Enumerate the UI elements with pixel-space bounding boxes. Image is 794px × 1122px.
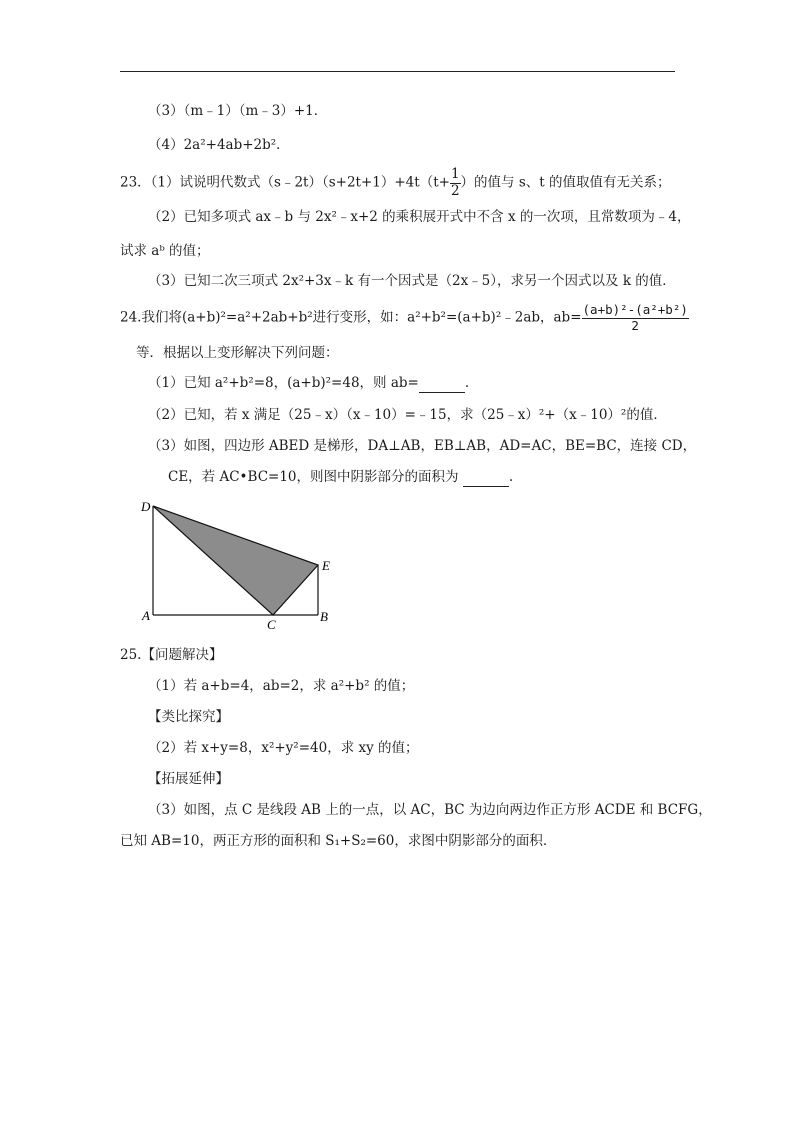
q24-part3-answer-blank[interactable] bbox=[463, 468, 509, 487]
q24-part3-text: CE，若 AC•BC=10，则图中阴影部分的面积为 bbox=[168, 469, 459, 485]
trapezoid-figure bbox=[136, 496, 336, 631]
label-d: D bbox=[141, 499, 151, 514]
q23-part2-line1: （2）已知多项式 ax﹣b 与 2x²﹣x+2 的乘积展开式中不含 x 的一次项，且常数项为﹣4， bbox=[148, 209, 691, 225]
q23-part1-text-after: ）的值与 s、t 的值取值有无关系； bbox=[460, 174, 671, 191]
q25-title: 25.【问题解决】 bbox=[120, 647, 223, 663]
label-a: A bbox=[142, 608, 150, 623]
q24-part3-line1: （3）如图，四边形 ABED 是梯形，DA⊥AB，EB⊥AB，AD=AC，BE=BC，连接 CD， bbox=[148, 438, 697, 454]
label-b: B bbox=[320, 609, 328, 624]
q23-fraction-denominator: 2 bbox=[450, 182, 460, 199]
q23-part3: （3）已知二次三项式 2x²+3x﹣k 有一个因式是（2x﹣5），求另一个因式以及 k 的值． bbox=[148, 273, 676, 289]
q25-part3-line1: （3）如图，点 C 是线段 AB 上的一点，以 AC，BC 为边向两边作正方形 ACDE 和 BCFG， bbox=[148, 802, 712, 818]
q25-part1: （1）若 a+b=4，ab=2，求 a²+b² 的值； bbox=[148, 678, 415, 694]
q24-part1-answer-blank[interactable] bbox=[419, 374, 465, 393]
q23-fraction-numerator: 1 bbox=[450, 166, 460, 182]
shaded-triangle-dce bbox=[153, 506, 318, 615]
q24-part3-end: . bbox=[508, 469, 514, 485]
q24-part1-end: . bbox=[464, 375, 470, 391]
q24-fraction bbox=[582, 304, 689, 332]
q22-item4: （4）2a²+4ab+2b²． bbox=[148, 137, 290, 153]
q24-part3-line2 bbox=[168, 468, 513, 487]
q23-part1 bbox=[120, 168, 670, 198]
q24-intro bbox=[120, 304, 689, 332]
q24-fraction-numerator: (a+b)²-(a²+b²) bbox=[582, 302, 688, 317]
q25-section2-heading: 【类比探究】 bbox=[148, 709, 229, 725]
label-c: C bbox=[267, 617, 276, 631]
q25-section3-heading: 【拓展延伸】 bbox=[148, 771, 229, 787]
q24-fraction-denominator: 2 bbox=[631, 317, 639, 333]
q24-intro-text: 24.我们将(a+b)²=a²+2ab+b²进行变形，如：a²+b²=(a+b)²﹣2ab，ab= bbox=[120, 309, 582, 326]
q23-part2-line2: 试求 aᵇ 的值； bbox=[120, 243, 210, 259]
q24-part1-text: （1）已知 a²+b²=8，(a+b)²=48，则 ab= bbox=[148, 375, 419, 391]
q24-part2: （2）已知，若 x 满足（25﹣x）（x﹣10）=﹣15，求（25﹣x）²+（x﹣10）²的值． bbox=[148, 407, 667, 423]
q24-intro-line2: 等．根据以上变形解决下列问题： bbox=[136, 345, 339, 361]
q25-part3-line2: 已知 AB=10，两正方形的面积和 S₁+S₂=60，求图中阴影部分的面积． bbox=[120, 833, 557, 849]
q23-part1-text-before: 23．（1）试说明代数式（s﹣2t）（s+2t+1）+4t（t+ bbox=[120, 174, 450, 191]
q25-part2: （2）若 x+y=8，x²+y²=40，求 xy 的值； bbox=[148, 740, 419, 756]
header-rule bbox=[120, 71, 675, 72]
q22-item3: （3）（m﹣1）（m﹣3）+1． bbox=[148, 103, 328, 119]
label-e: E bbox=[322, 558, 330, 573]
q24-part1 bbox=[148, 374, 469, 393]
q23-fraction bbox=[450, 168, 461, 198]
